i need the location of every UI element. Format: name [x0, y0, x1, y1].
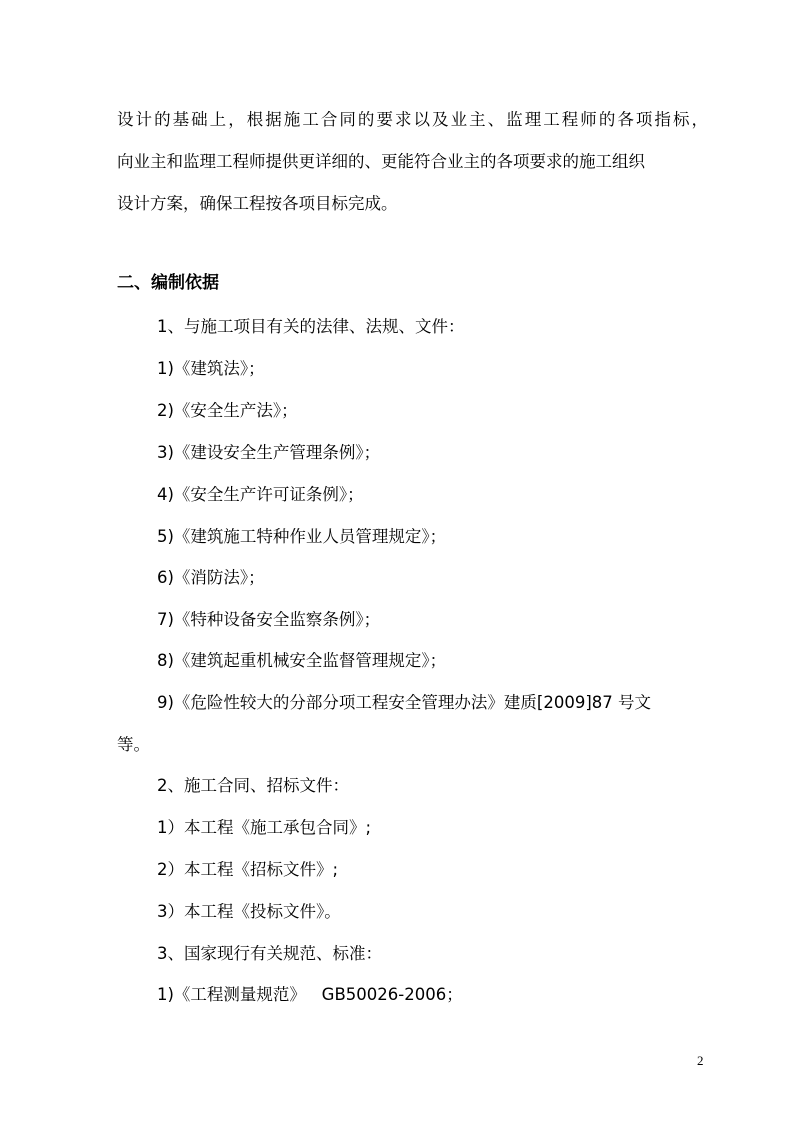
- list-item-9-line-1: 9)《危险性较大的分部分项工程安全管理办法》建质[2009]87 号文: [157, 693, 652, 712]
- intro-line-1: 设计的基础上，根据施工合同的要求以及业主、监理工程师的各项指标，: [117, 110, 708, 129]
- group1-title: 1、与施工项目有关的法律、法规、文件：: [157, 317, 465, 336]
- group3-title: 3、国家现行有关规范、标准：: [157, 944, 382, 963]
- list-item: 5)《建筑施工特种作业人员管理规定》；: [157, 527, 447, 546]
- list-item: 8)《建筑起重机械安全监督管理规定》；: [157, 651, 447, 670]
- intro-line-3: 设计方案，确保工程按各项目标完成。: [117, 194, 398, 213]
- list-item: 2)《安全生产法》；: [157, 401, 298, 420]
- list-item: 3)《建设安全生产管理条例》；: [157, 443, 381, 462]
- list-item: 1）本工程《施工承包合同》;: [157, 818, 372, 837]
- list-item: 2）本工程《招标文件》;: [157, 860, 339, 879]
- intro-line-2: 向业主和监理工程师提供更详细的、更能符合业主的各项要求的施工组织: [117, 152, 645, 171]
- list-item: 4)《安全生产许可证条例》；: [157, 485, 364, 504]
- list-item: 6)《消防法》；: [157, 568, 265, 587]
- page-number: 2: [697, 1053, 704, 1068]
- group2-title: 2、施工合同、招标文件：: [157, 776, 349, 795]
- list-item: 7)《特种设备安全监察条例》；: [157, 610, 381, 629]
- list-item: 3）本工程《投标文件》。: [157, 902, 341, 921]
- list-item: 1)《建筑法》；: [157, 359, 265, 378]
- list-item: 1)《工程测量规范》 GB50026-2006；: [157, 985, 463, 1004]
- section-heading: 二、编制依据: [117, 273, 219, 293]
- list-item-9-line-2: 等。: [117, 735, 150, 754]
